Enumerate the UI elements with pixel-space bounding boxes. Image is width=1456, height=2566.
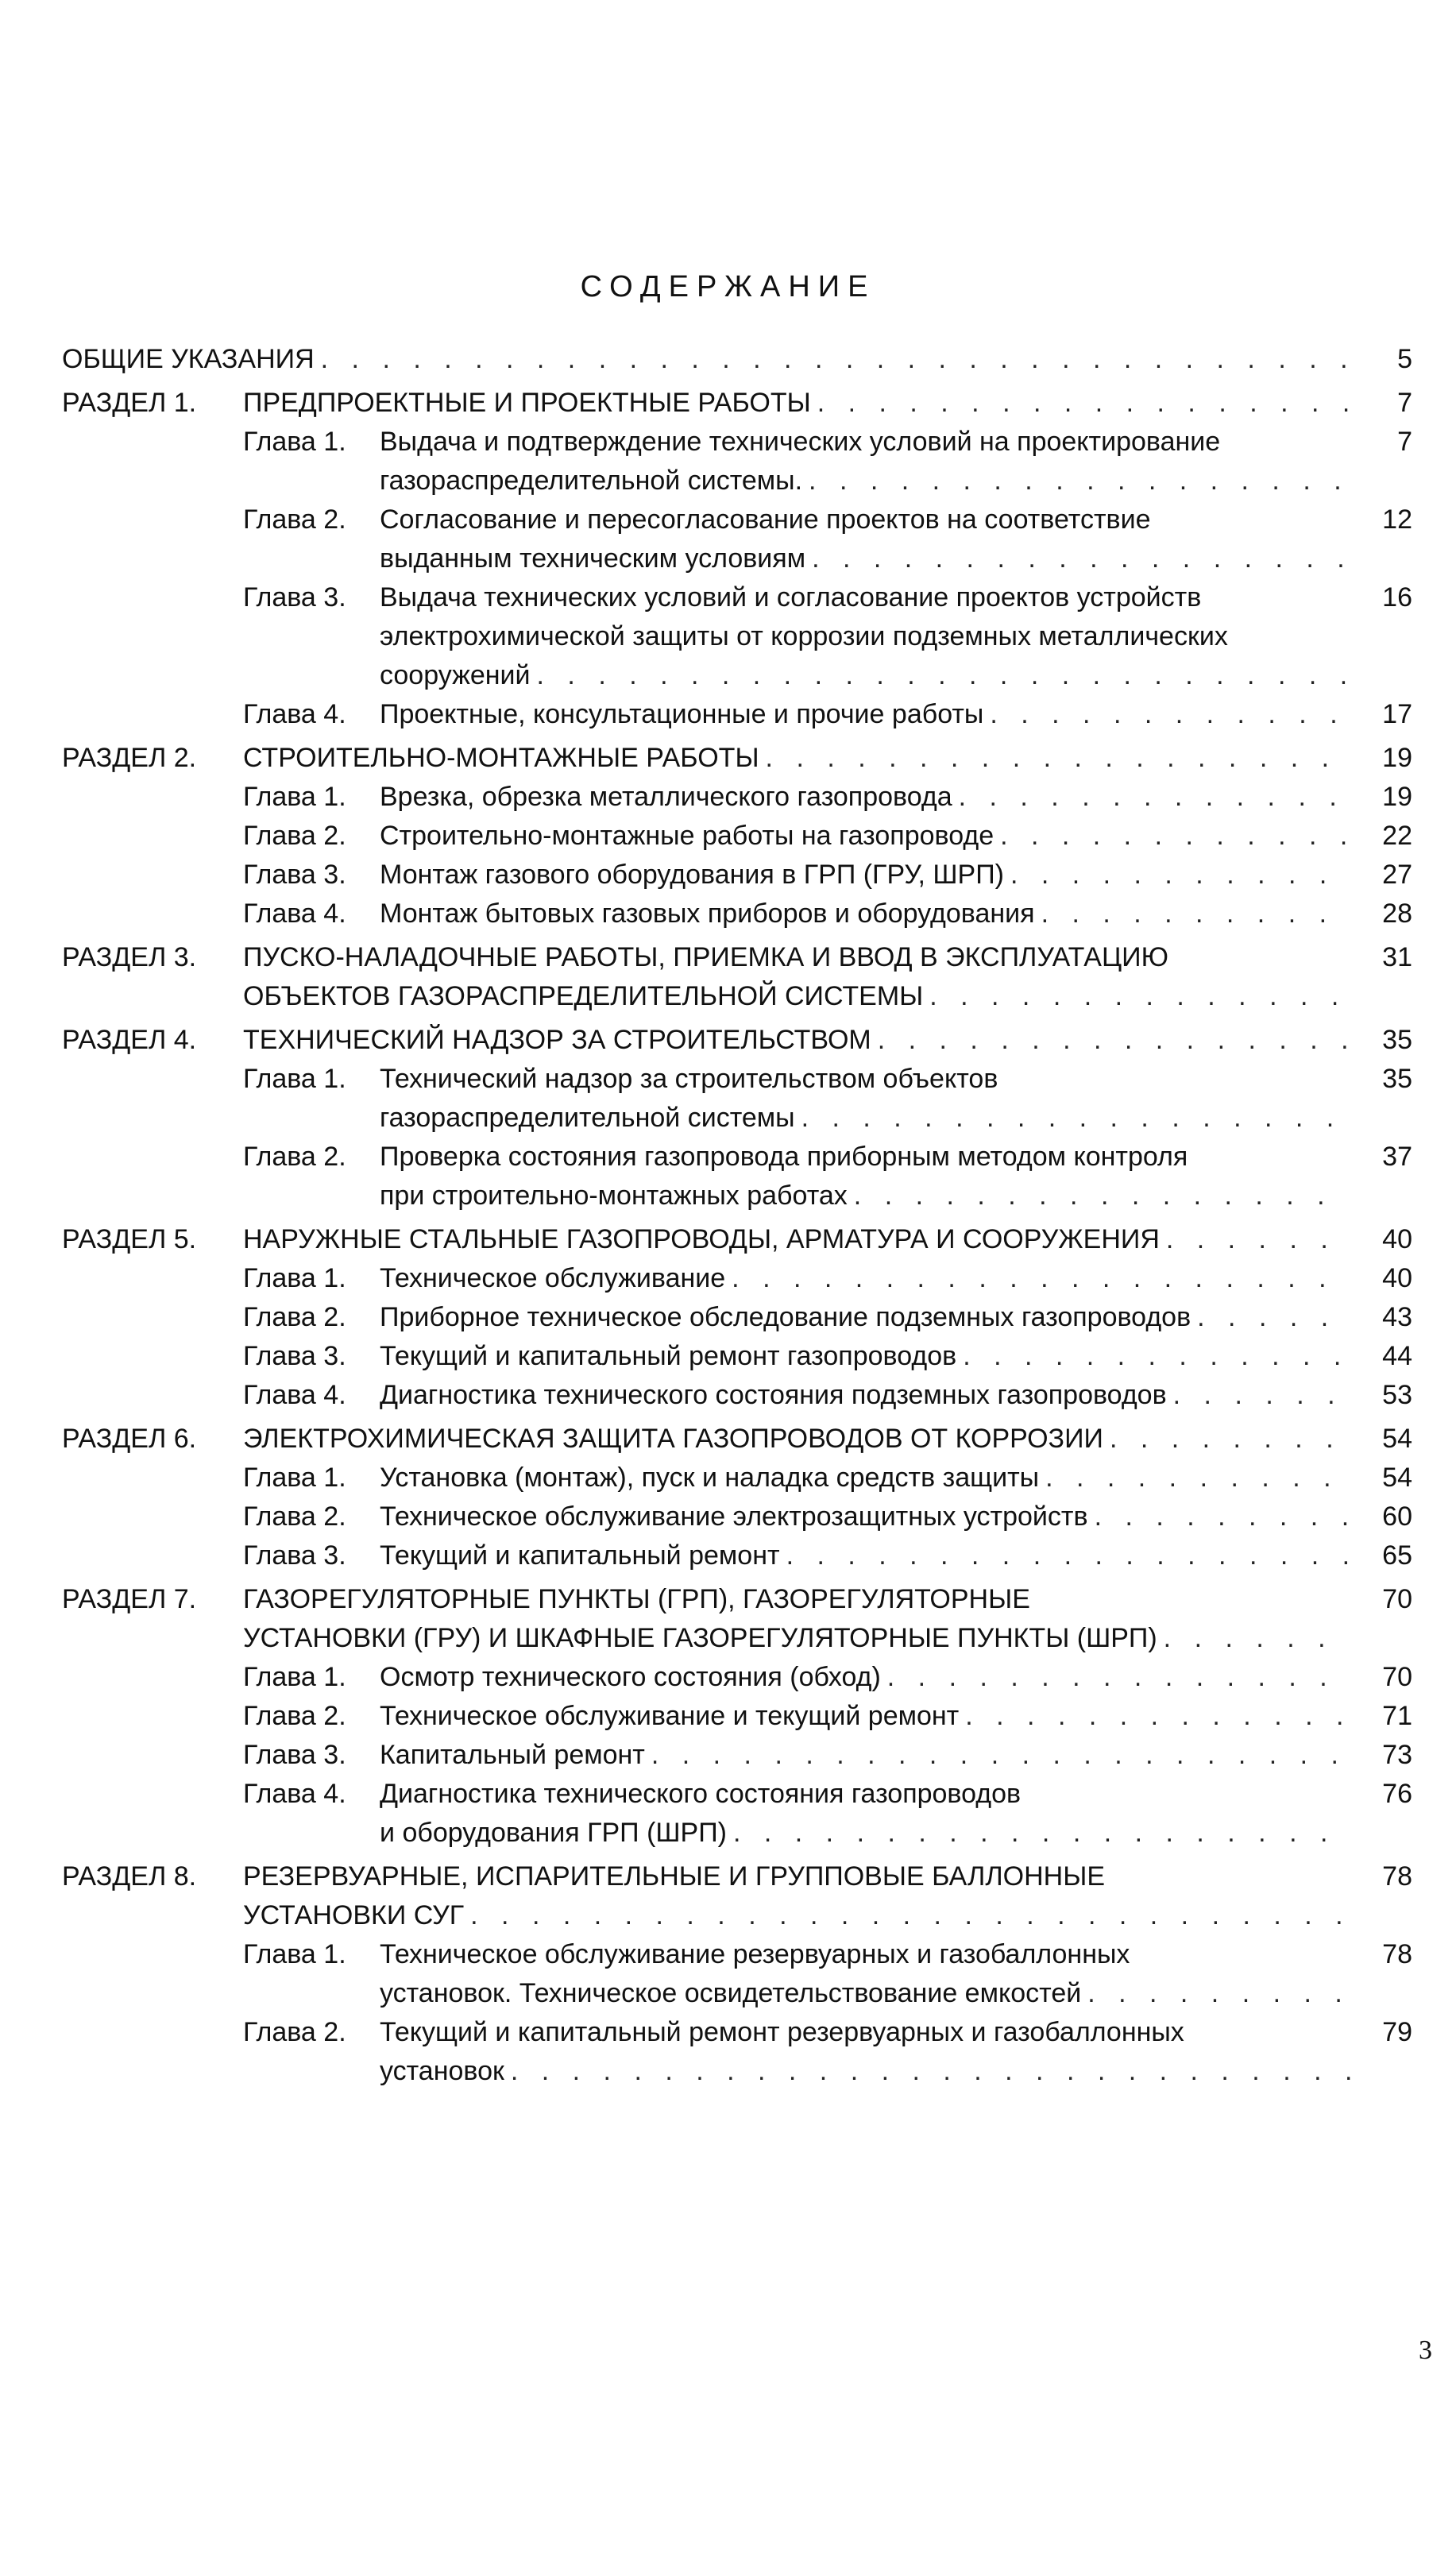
entry-body	[380, 1376, 1412, 1415]
entry-last-line	[380, 1658, 1412, 1697]
dot-leader	[470, 1896, 1350, 1935]
dot-leader	[1110, 1420, 1350, 1459]
section-label: РАЗДЕЛ 2.	[62, 743, 197, 773]
entry-body	[380, 1138, 1412, 1215]
entry-title-line: установок. Техническое освидетельствование емкостей	[380, 1978, 1082, 2008]
entry-title-line: УСТАНОВКИ (ГРУ) И ШКАФНЫЕ ГАЗОРЕГУЛЯТОРНЫЕ ПУНКТЫ (ШРП)	[243, 1623, 1157, 1653]
dot-leader	[887, 1658, 1350, 1697]
toc-chapter-entry	[62, 1736, 1412, 1775]
page-ref: 35	[1382, 1025, 1412, 1055]
entry-title-line: Согласование и пересогласование проектов на соответствие	[380, 504, 1151, 535]
section-label: РАЗДЕЛ 4.	[62, 1025, 197, 1055]
entry-body	[380, 1259, 1412, 1298]
entry-title-line: ПУСКО-НАЛАДОЧНЫЕ РАБОТЫ, ПРИЕМКА И ВВОД В ЭКСПЛУАТАЦИЮ	[243, 942, 1168, 972]
entry-title-line: Приборное техническое обследование подземных газопроводов	[380, 1302, 1191, 1332]
entry-title-line: Технический надзор за строительством объектов	[380, 1064, 998, 1094]
dot-leader	[854, 1177, 1350, 1215]
dot-leader	[929, 977, 1350, 1016]
entry-body	[380, 1658, 1412, 1697]
entry-title-line: при строительно-монтажных работах	[380, 1181, 848, 1211]
page-ref: 78	[1382, 1861, 1412, 1892]
entry-body	[380, 1775, 1412, 1853]
entry-title-line: Капитальный ремонт	[380, 1740, 645, 1770]
dot-leader	[990, 695, 1350, 734]
dot-leader	[1164, 1619, 1350, 1658]
entry-title-line: установок	[380, 2056, 504, 2086]
entry-body	[380, 1337, 1412, 1376]
toc-chapter-entry	[62, 695, 1412, 734]
toc-chapter-entry	[62, 856, 1412, 895]
dot-leader	[733, 1814, 1350, 1853]
dot-leader	[732, 1259, 1350, 1298]
page-ref: 37	[1382, 1142, 1412, 1172]
page-ref: 16	[1382, 582, 1412, 613]
dot-leader	[766, 739, 1350, 778]
page-ref: 28	[1382, 898, 1412, 929]
chapter-label: Глава 1.	[243, 1263, 346, 1293]
entry-last-line	[380, 695, 1412, 734]
entry-body	[380, 500, 1412, 578]
toc-chapter-entry	[62, 1337, 1412, 1376]
dot-leader	[812, 539, 1350, 578]
entry-body	[380, 856, 1412, 895]
entry-title-line: УСТАНОВКИ СУГ	[243, 1900, 465, 1930]
entry-body	[380, 578, 1412, 695]
dot-leader	[1197, 1298, 1350, 1337]
chapter-label: Глава 3.	[243, 860, 346, 890]
chapter-label: Глава 1.	[243, 782, 346, 812]
entry-title-line: выданным техническим условиям	[380, 543, 806, 574]
toc-chapter-entry	[62, 778, 1412, 817]
chapter-label: Глава 4.	[243, 1779, 346, 1809]
toc-chapter-entry	[62, 423, 1412, 500]
entry-title-line: и оборудования ГРП (ШРП)	[380, 1818, 727, 1848]
entry-title-line: ОБЪЕКТОВ ГАЗОРАСПРЕДЕЛИТЕЛЬНОЙ СИСТЕМЫ	[243, 981, 924, 1011]
entry-title-line: РЕЗЕРВУАРНЫЕ, ИСПАРИТЕЛЬНЫЕ И ГРУППОВЫЕ БАЛЛОННЫЕ	[243, 1861, 1106, 1892]
entry-last-line	[380, 1536, 1412, 1575]
entry-last-line	[380, 856, 1412, 895]
entry-body	[380, 1736, 1412, 1775]
entry-body	[380, 1060, 1412, 1138]
toc-chapter-entry	[62, 895, 1412, 933]
entry-title-line: Осмотр технического состояния (обход)	[380, 1662, 881, 1692]
toc-chapter-entry	[62, 1775, 1412, 1853]
entry-last-line	[243, 1420, 1412, 1459]
toc-section-entry	[62, 1021, 1412, 1060]
chapter-label: Глава 2.	[243, 1142, 346, 1172]
entry-title-line: Диагностика технического состояния подземных газопроводов	[380, 1380, 1167, 1410]
section-label: РАЗДЕЛ 7.	[62, 1584, 197, 1614]
toc-chapter-entry	[62, 1536, 1412, 1575]
entry-title-line: Выдача технических условий и согласование проектов устройств	[380, 582, 1202, 613]
entry-title-line: ПРЕДПРОЕКТНЫЕ И ПРОЕКТНЫЕ РАБОТЫ	[243, 388, 811, 418]
entry-last-line	[62, 340, 1412, 379]
chapter-label: Глава 1.	[243, 427, 346, 457]
section-label: РАЗДЕЛ 1.	[62, 388, 197, 418]
toc-chapter-entry	[62, 500, 1412, 578]
page-ref: 43	[1382, 1302, 1412, 1332]
dot-leader	[963, 1337, 1350, 1376]
toc-chapter-entry	[62, 1259, 1412, 1298]
page-ref: 54	[1382, 1424, 1412, 1454]
entry-last-line	[380, 1376, 1412, 1415]
dot-leader	[1095, 1497, 1350, 1536]
entry-title-line: Диагностика технического состояния газопроводов	[380, 1779, 1022, 1809]
toc-section-entry	[62, 384, 1412, 423]
entry-body	[380, 1697, 1412, 1736]
page-ref: 73	[1382, 1740, 1412, 1770]
toc-section-entry	[62, 1220, 1412, 1259]
entry-body	[243, 1420, 1412, 1459]
entry-title-line: газораспределительной системы.	[380, 466, 803, 496]
page-ref: 79	[1382, 2017, 1412, 2047]
toc-section-entry	[62, 739, 1412, 778]
toc-section-entry	[62, 1580, 1412, 1658]
toc-chapter-entry	[62, 1697, 1412, 1736]
entry-title-line: сооружений	[380, 660, 531, 690]
entry-body	[243, 1021, 1412, 1060]
entry-body	[243, 1857, 1412, 1935]
entry-body	[380, 1536, 1412, 1575]
page-ref: 12	[1382, 504, 1412, 535]
table-of-contents	[62, 340, 1412, 2091]
chapter-label: Глава 2.	[243, 504, 346, 535]
dot-leader	[511, 2052, 1350, 2091]
dot-leader	[537, 656, 1350, 695]
entry-title-line: Техническое обслуживание резервуарных и газобаллонных	[380, 1939, 1130, 1969]
dot-leader	[965, 1697, 1350, 1736]
chapter-label: Глава 2.	[243, 1701, 346, 1731]
entry-last-line	[243, 739, 1412, 778]
chapter-label: Глава 3.	[243, 1341, 346, 1371]
dot-leader	[1087, 1974, 1350, 2013]
entry-body	[380, 817, 1412, 856]
entry-body	[380, 1459, 1412, 1497]
dot-leader	[786, 1536, 1350, 1575]
entry-body	[243, 1220, 1412, 1259]
dot-leader	[1000, 817, 1350, 856]
entry-title-line: ГАЗОРЕГУЛЯТОРНЫЕ ПУНКТЫ (ГРП), ГАЗОРЕГУЛЯТОРНЫЕ	[243, 1584, 1030, 1614]
chapter-label: Глава 1.	[243, 1463, 346, 1493]
page-ref: 31	[1382, 942, 1412, 972]
chapter-label: Глава 2.	[243, 2017, 346, 2047]
entry-body	[380, 423, 1412, 500]
dot-leader	[809, 462, 1350, 500]
entry-last-line	[380, 1259, 1412, 1298]
dot-leader	[1173, 1376, 1350, 1415]
entry-title-line: ОБЩИЕ УКАЗАНИЯ	[62, 344, 315, 374]
entry-title-line: Текущий и капитальный ремонт газопроводов	[380, 1341, 957, 1371]
toc-chapter-entry	[62, 1298, 1412, 1337]
entry-title-line: Текущий и капитальный ремонт	[380, 1540, 780, 1571]
entry-last-line	[380, 1497, 1412, 1536]
entry-title-line: Выдача и подтверждение технических условий на проектирование	[380, 427, 1221, 457]
toc-general-entry	[62, 340, 1412, 379]
entry-body	[243, 938, 1412, 1016]
chapter-label: Глава 1.	[243, 1662, 346, 1692]
dot-leader	[878, 1021, 1350, 1060]
entry-title-line: Врезка, обрезка металлического газопровода	[380, 782, 952, 812]
section-label: РАЗДЕЛ 8.	[62, 1861, 197, 1892]
page-ref: 76	[1382, 1779, 1412, 1809]
toc-chapter-entry	[62, 1138, 1412, 1215]
entry-title-line: Строительно-монтажные работы на газопроводе	[380, 821, 994, 851]
page-ref: 44	[1382, 1341, 1412, 1371]
entry-title-line: ТЕХНИЧЕСКИЙ НАДЗОР ЗА СТРОИТЕЛЬСТВОМ	[243, 1025, 871, 1055]
toc-chapter-entry	[62, 1935, 1412, 2013]
entry-title-line: Проверка состояния газопровода приборным методом контроля	[380, 1142, 1188, 1172]
entry-last-line	[380, 817, 1412, 856]
chapter-label: Глава 3.	[243, 1540, 346, 1571]
entry-title-line: Монтаж бытовых газовых приборов и оборудования	[380, 898, 1035, 929]
entry-title-line: Техническое обслуживание и текущий ремонт	[380, 1701, 960, 1731]
page-ref: 35	[1382, 1064, 1412, 1094]
page-ref: 60	[1382, 1501, 1412, 1532]
dot-leader	[321, 340, 1350, 379]
page-ref: 65	[1382, 1540, 1412, 1571]
page-number: 3	[1419, 2336, 1432, 2365]
page-ref: 19	[1382, 782, 1412, 812]
entry-body	[380, 695, 1412, 734]
page-ref: 70	[1382, 1584, 1412, 1614]
page-ref: 71	[1382, 1701, 1412, 1731]
entry-body	[380, 2013, 1412, 2091]
chapter-label: Глава 2.	[243, 1302, 346, 1332]
section-label: РАЗДЕЛ 5.	[62, 1224, 197, 1254]
page-ref: 22	[1382, 821, 1412, 851]
entry-last-line	[380, 1459, 1412, 1497]
page-ref: 78	[1382, 1939, 1412, 1969]
entry-body	[380, 1497, 1412, 1536]
dot-leader	[1166, 1220, 1350, 1259]
entry-title-line: Техническое обслуживание электрозащитных устройств	[380, 1501, 1088, 1532]
toc-chapter-entry	[62, 1497, 1412, 1536]
entry-last-line	[380, 1337, 1412, 1376]
toc-chapter-entry	[62, 1658, 1412, 1697]
toc-chapter-entry	[62, 1060, 1412, 1138]
entry-title-line: Установка (монтаж), пуск и наладка средств защиты	[380, 1463, 1040, 1493]
entry-last-line	[380, 1298, 1412, 1337]
dot-leader	[817, 384, 1350, 423]
chapter-label: Глава 1.	[243, 1939, 346, 1969]
toc-chapter-entry	[62, 1459, 1412, 1497]
toc-chapter-entry	[62, 2013, 1412, 2091]
entry-last-line	[380, 895, 1412, 933]
toc-section-entry	[62, 938, 1412, 1016]
page-ref: 40	[1382, 1263, 1412, 1293]
entry-title-line: СТРОИТЕЛЬНО-МОНТАЖНЫЕ РАБОТЫ	[243, 743, 759, 773]
entry-title-line: Монтаж газового оборудования в ГРП (ГРУ, ШРП)	[380, 860, 1004, 890]
dot-leader	[651, 1736, 1350, 1775]
entry-title-line: электрохимической защиты от коррозии подземных металлических	[380, 621, 1228, 651]
entry-body	[380, 1298, 1412, 1337]
entry-last-line	[380, 778, 1412, 817]
entry-body	[62, 340, 1412, 379]
entry-last-line	[380, 1697, 1412, 1736]
entry-last-line	[243, 384, 1412, 423]
entry-body	[243, 384, 1412, 423]
section-label: РАЗДЕЛ 3.	[62, 942, 197, 972]
entry-last-line	[243, 1021, 1412, 1060]
toc-section-entry	[62, 1420, 1412, 1459]
chapter-label: Глава 3.	[243, 1740, 346, 1770]
toc-chapter-entry	[62, 1376, 1412, 1415]
entry-body	[380, 895, 1412, 933]
chapter-label: Глава 2.	[243, 821, 346, 851]
entry-last-line	[243, 1220, 1412, 1259]
toc-section-entry	[62, 1857, 1412, 1935]
entry-title-line: Техническое обслуживание	[380, 1263, 726, 1293]
chapter-label: Глава 3.	[243, 582, 346, 613]
entry-title-line: Проектные, консультационные и прочие работы	[380, 699, 984, 729]
dot-leader	[801, 1099, 1350, 1138]
dot-leader	[959, 778, 1350, 817]
page-ref: 53	[1382, 1380, 1412, 1410]
page-title: СОДЕРЖАНИЕ	[580, 270, 876, 303]
toc-chapter-entry	[62, 578, 1412, 695]
page-ref: 17	[1382, 699, 1412, 729]
entry-title-line: газораспределительной системы	[380, 1103, 795, 1133]
entry-last-line	[380, 1736, 1412, 1775]
toc-chapter-entry	[62, 817, 1412, 856]
chapter-label: Глава 1.	[243, 1064, 346, 1094]
entry-body	[380, 1935, 1412, 2013]
page-ref: 70	[1382, 1662, 1412, 1692]
entry-title-line: НАРУЖНЫЕ СТАЛЬНЫЕ ГАЗОПРОВОДЫ, АРМАТУРА И СООРУЖЕНИЯ	[243, 1224, 1160, 1254]
dot-leader	[1010, 856, 1350, 895]
entry-title-line: Текущий и капитальный ремонт резервуарных и газобаллонных	[380, 2017, 1184, 2047]
dot-leader	[1041, 895, 1350, 933]
entry-body	[243, 739, 1412, 778]
page-ref: 54	[1382, 1463, 1412, 1493]
entry-body	[243, 1580, 1412, 1658]
entry-title-line: ЭЛЕКТРОХИМИЧЕСКАЯ ЗАЩИТА ГАЗОПРОВОДОВ ОТ КОРРОЗИИ	[243, 1424, 1103, 1454]
entry-body	[380, 778, 1412, 817]
page-ref: 27	[1382, 860, 1412, 890]
page-ref: 5	[1397, 344, 1412, 374]
dot-leader	[1045, 1459, 1350, 1497]
chapter-label: Глава 4.	[243, 1380, 346, 1410]
page-ref: 7	[1397, 427, 1412, 457]
page-ref: 7	[1397, 388, 1412, 418]
section-label: РАЗДЕЛ 6.	[62, 1424, 197, 1454]
chapter-label: Глава 4.	[243, 699, 346, 729]
chapter-label: Глава 2.	[243, 1501, 346, 1532]
page-ref: 19	[1382, 743, 1412, 773]
chapter-label: Глава 4.	[243, 898, 346, 929]
page-ref: 40	[1382, 1224, 1412, 1254]
